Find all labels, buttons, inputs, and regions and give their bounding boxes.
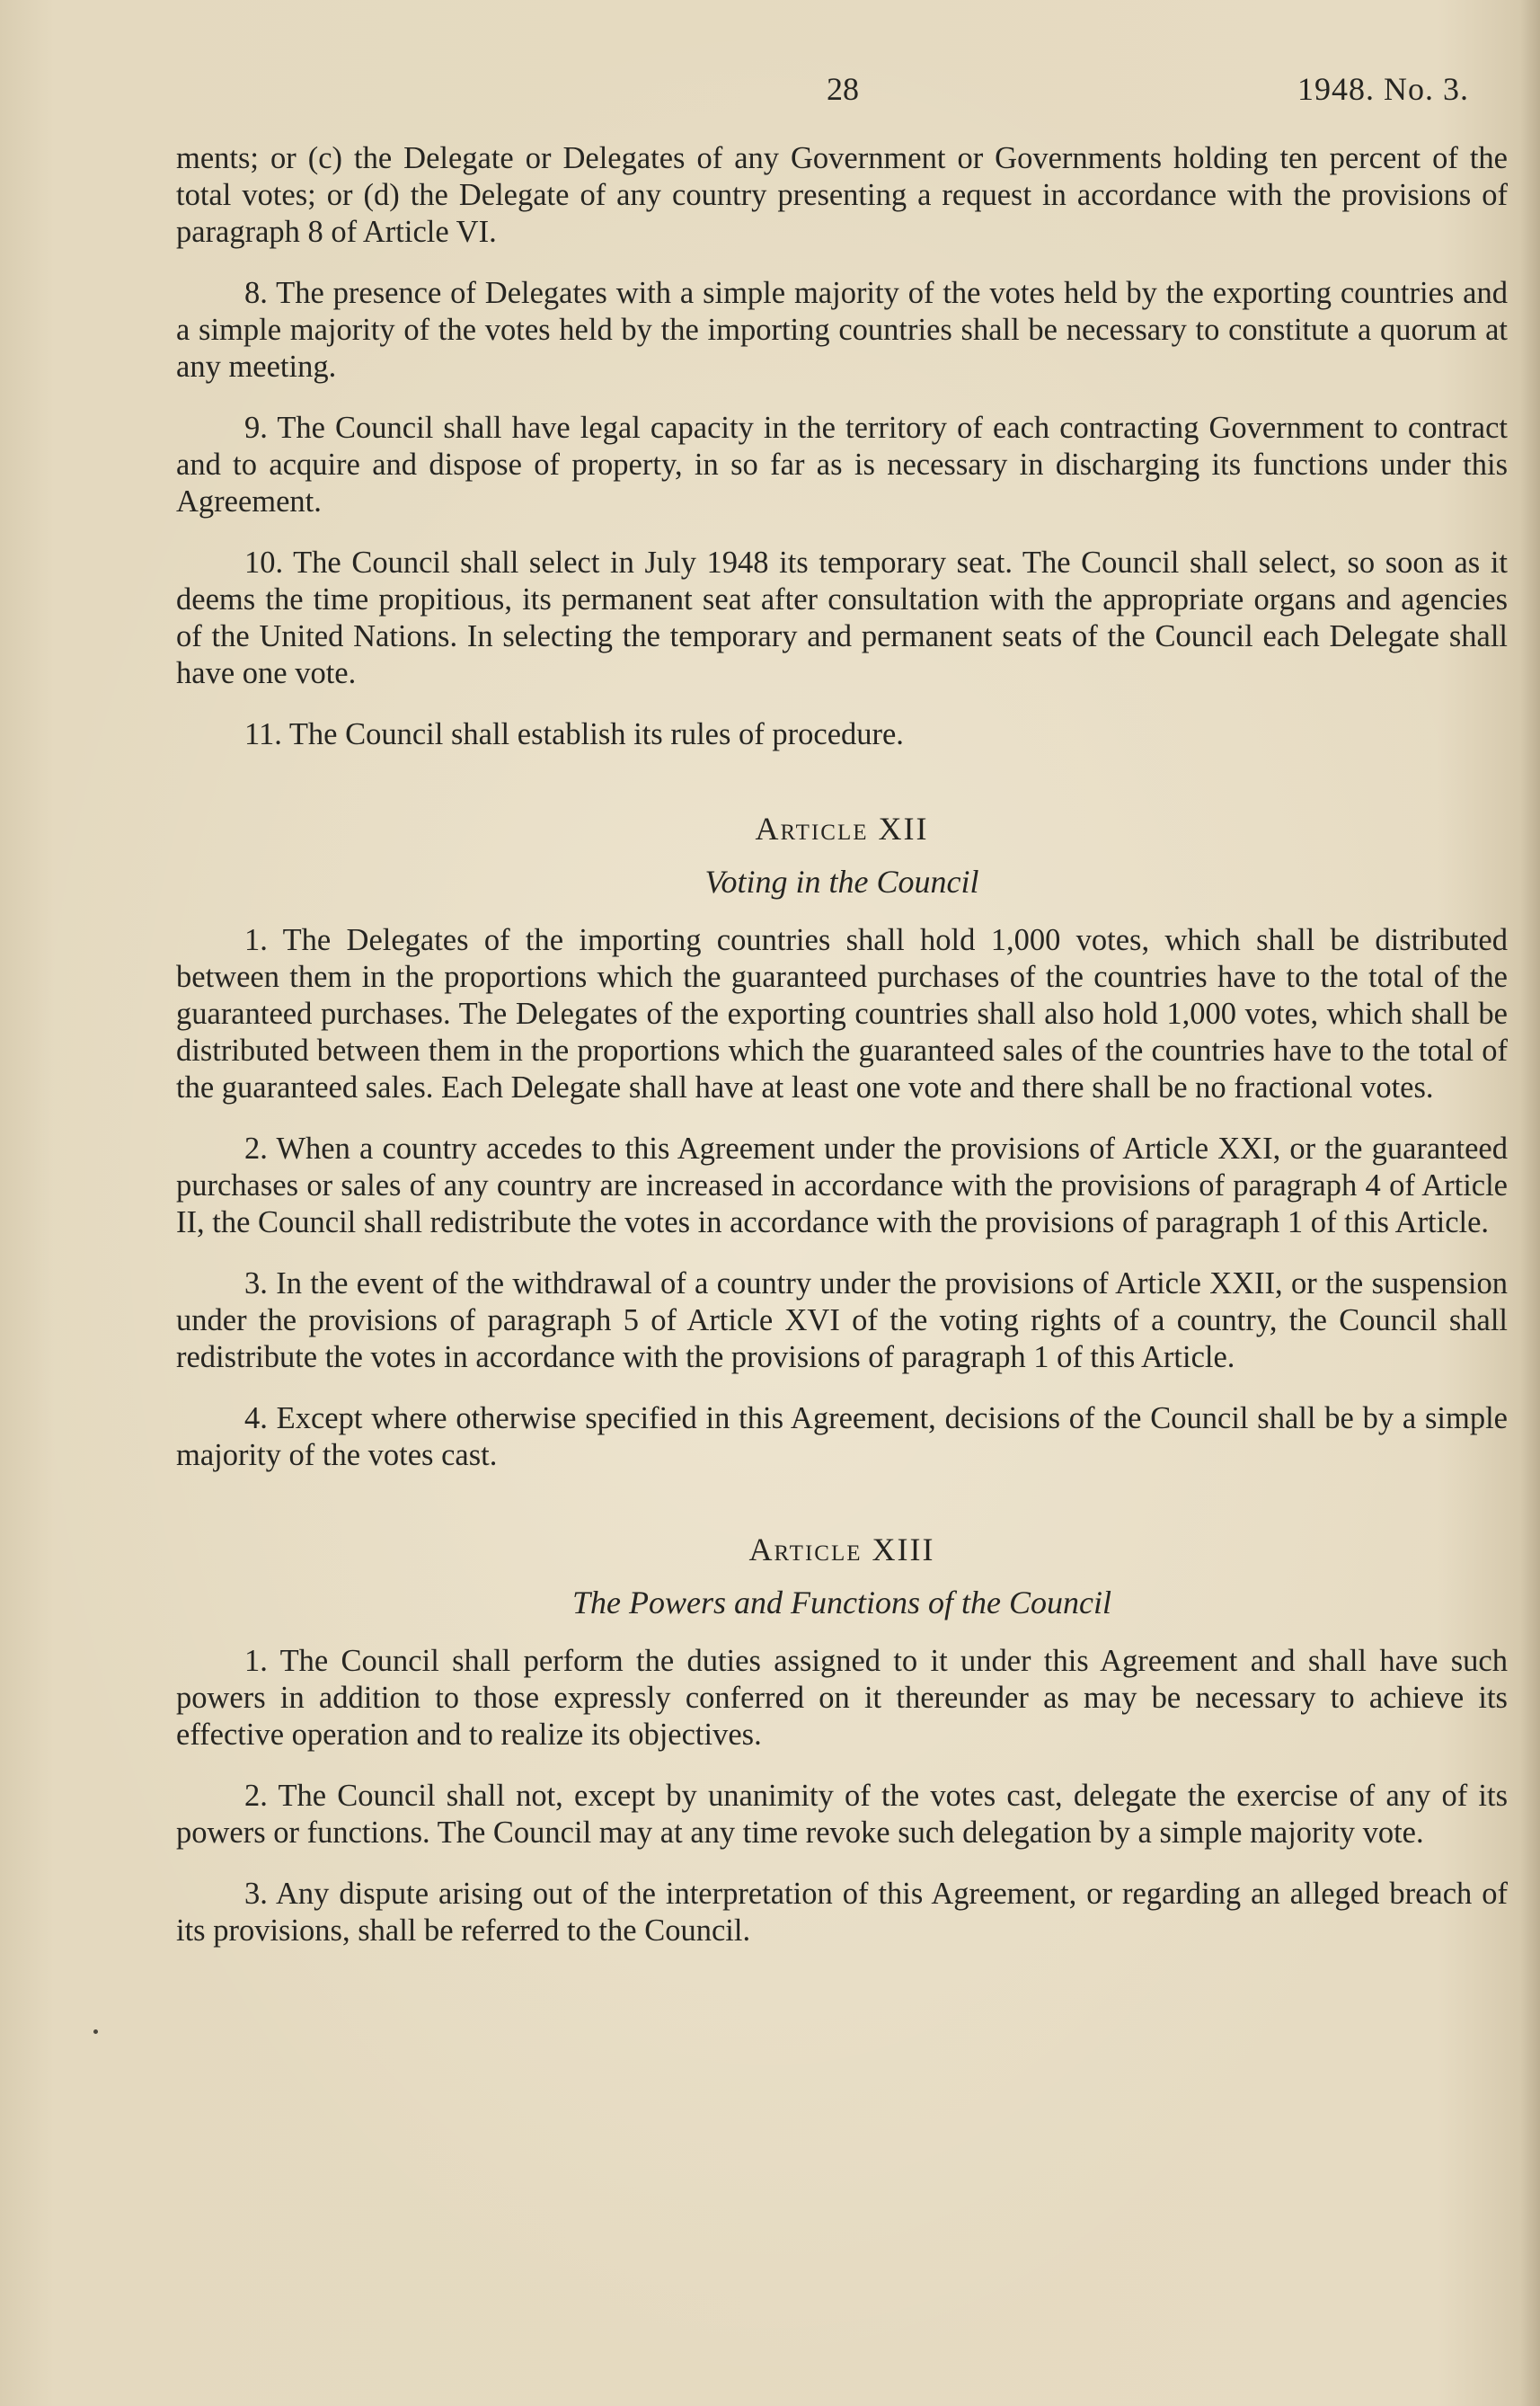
article-xii-paragraph-2: 2. When a country accedes to this Agreement under the provisions of Article XXI, or the guaranteed purchases or sales of any country are increased in accordance with the provisions of paragraph 4 of Article II, the Council shall redistribute the votes in accordance with the provisions of paragraph 1 of this Article. (176, 1132, 1508, 1239)
article-xii-paragraph-4: 4. Except where otherwise specified in this Agreement, decisions of the Council shall be by a simple majority of the votes cast. (176, 1401, 1508, 1472)
page-number: 28 (827, 71, 859, 107)
page-header (0, 70, 1540, 115)
margin-ink-dot (93, 2029, 98, 2034)
article-xiii-subtitle: The Powers and Functions of the Council (572, 1585, 1111, 1620)
article-xiii-paragraph-2: 2. The Council shall not, except by unanimity of the votes cast, delegate the exercise of any of its powers or functions. The Council may at any time revoke such delegation by a simple majority vote. (176, 1779, 1508, 1850)
article-xiii-paragraph-3: 3. Any dispute arising out of the interpretation of this Agreement, or regarding an alleged breach of its provisions, shall be referred to the Council. (176, 1877, 1508, 1948)
article-xii-paragraph-1: 1. The Delegates of the importing countries shall hold 1,000 votes, which shall be distributed between them in the proportions which the guaranteed purchases of the countries have to the total of the guaranteed purchases. The Delegates of the exporting countries shall also hold 1,000 votes, which shall be distributed between them in the proportions which the guaranteed sales of the countries have to the total of the guaranteed sales. Each Delegate shall have at least one vote and there shall be no fractional votes. (176, 923, 1508, 1105)
paragraph-continuation: ments; or (c) the Delegate or Delegates of any Government or Governments holding ten percent of the total votes; or (d) the Delegate of any country presenting a request in accordance with the provisions of paragraph 8 of Article VI. (176, 141, 1508, 249)
article-xiii-heading: Article XIII (748, 1531, 935, 1567)
article-xii-heading: Article XII (755, 811, 929, 847)
paragraph-11: 11. The Council shall establish its rules of procedure. (244, 717, 904, 751)
year-and-number: 1948. No. 3. (1297, 71, 1469, 107)
page-edge-shadow (1520, 0, 1540, 2406)
paragraph-10: 10. The Council shall select in July 1948 its temporary seat. The Council shall select, so soon as it deems the time propitious, its permanent seat after consultation with the appropriate organs and agencies of the United Nations. In selecting the temporary and permanent seats of the Council each Delegate shall have one vote. (176, 546, 1508, 690)
article-xii-paragraph-3: 3. In the event of the withdrawal of a country under the provisions of Article XXII, or the suspension under the provisions of paragraph 5 of Article XVI of the voting rights of a country, the Council shall redistribute the votes in accordance with the provisions of paragraph 1 of this Article. (176, 1266, 1508, 1374)
article-xiii-paragraph-1: 1. The Council shall perform the duties assigned to it under this Agreement and shall have such powers in addition to those expressly conferred on it thereunder as may be necessary to achieve its effective operation and to realize its objectives. (176, 1644, 1508, 1752)
document-body (176, 140, 1508, 1974)
paragraph-9: 9. The Council shall have legal capacity in the territory of each contracting Government to contract and to acquire and dispose of property, in so far as is necessary in discharging its functions under this Agreement. (176, 411, 1508, 519)
article-xii-subtitle: Voting in the Council (704, 864, 979, 900)
paragraph-8: 8. The presence of Delegates with a simple majority of the votes held by the exporting countries and a simple majority of the votes held by the importing countries shall be necessary to constitute a quorum at any meeting. (176, 276, 1508, 384)
